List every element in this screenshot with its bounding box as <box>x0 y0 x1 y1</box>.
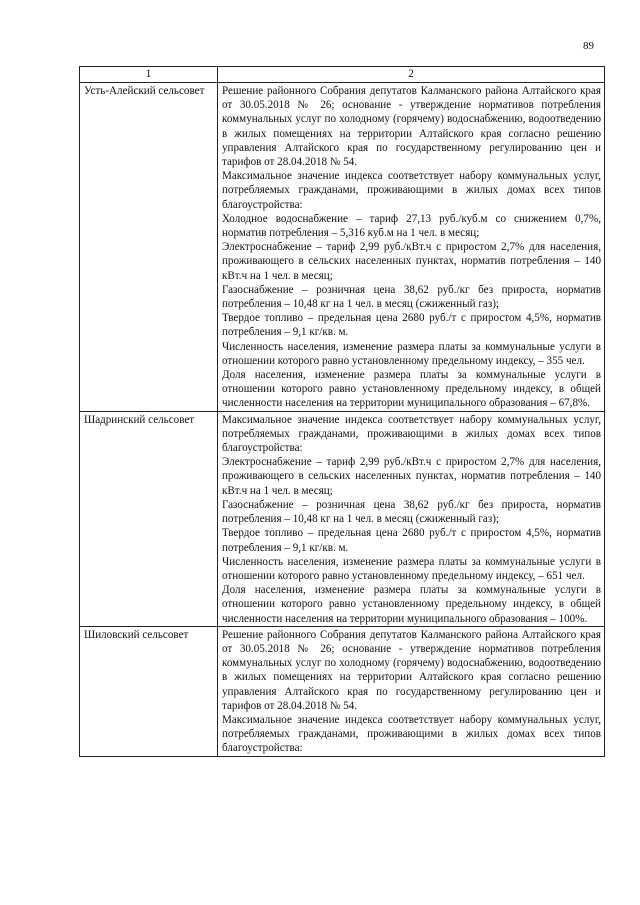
table-row-shilovsky <box>80 626 605 756</box>
column-header-2: 2 <box>218 67 605 83</box>
paragraph: Газоснабжение – розничная цена 38,62 руб./кг без прироста, норматив потребления – 10,48 кг на 1 чел. в месяц (сжиженный газ); <box>222 498 601 526</box>
paragraph: Максимальное значение индекса соответствует набору коммунальных услуг, потребляемых гражданами, проживающими в жилых домах всех типов благоустройства: <box>222 170 601 211</box>
paragraph: Электроснабжение – тариф 2,99 руб./кВт.ч с приростом 2,7% для населения, проживающего в сельских населенных пунктах, норматив потребления – 140 кВт.ч на 1 чел. в месяц; <box>222 456 601 497</box>
paragraph: Максимальное значение индекса соответствует набору коммунальных услуг, потребляемых гражданами, проживающими в жилых домах всех типов благоустройства: <box>222 713 601 755</box>
table-row-shadrinsky <box>80 411 605 626</box>
column-header-1: 1 <box>80 67 218 83</box>
paragraph: Газоснабжение – розничная цена 38,62 руб./кг без прироста, норматив потребления – 10,48 кг на 1 чел. в месяц (сжиженный газ); <box>222 283 601 311</box>
paragraph: Электроснабжение – тариф 2,99 руб./кВт.ч с приростом 2,7% для населения, проживающего в сельских населенных пунктах, норматив потребления – 140 кВт.ч на 1 чел. в месяц; <box>222 241 601 282</box>
paragraph: Решение районного Собрания депутатов Калманского района Алтайского края от 30.05.2018 № 26; основание - утверждение нормативов потребления коммунальных услуг по холодному (горячему) водоснабжению, водоотведению в жилых помещениях на территории Алтайского края согласно решению управления Алтайского края по государственному регулированию цен и тарифов от 28.04.2018 № 54. <box>222 85 601 169</box>
paragraph: Доля населения, изменение размера платы за коммунальные услуги в отношении которого равно установленному предельному индексу, в общей численности населения на территории муниципального образования – 67,8%. <box>222 369 601 410</box>
region-name: Шадринский сельсовет <box>80 411 218 626</box>
region-description <box>218 411 605 626</box>
paragraph: Холодное водоснабжение – тариф 27,13 руб./куб.м со снижением 0,7%, норматив потребления – 5,316 куб.м на 1 чел. в месяц; <box>222 212 601 240</box>
paragraph: Решение районного Собрания депутатов Калманского района Алтайского края от 30.05.2018 № 26; основание - утверждение нормативов потребления коммунальных услуг по холодному (горячему) водоснабжению, водоотведению в жилых помещениях на территории Алтайского края согласно решению управления Алтайского края по государственному регулированию цен и тарифов от 28.04.2018 № 54. <box>222 628 601 712</box>
region-name: Шиловский сельсовет <box>80 626 218 756</box>
paragraph: Твердое топливо – предельная цена 2680 руб./т с приростом 4,5%, норматив потребления – 9,1 кг/кв. м. <box>222 312 601 339</box>
paragraph: Численность населения, изменение размера платы за коммунальные услуги в отношении которого равно установленному предельному индексу, – 651 чел. <box>222 555 601 582</box>
region-name: Усть-Алейский сельсовет <box>80 83 218 412</box>
table-header-row <box>80 67 605 83</box>
paragraph: Твердое топливо – предельная цена 2680 руб./т с приростом 4,5%, норматив потребления – 9,1 кг/кв. м. <box>222 527 601 554</box>
region-description <box>218 626 605 756</box>
page-number: 89 <box>583 40 594 52</box>
paragraph: Максимальное значение индекса соответствует набору коммунальных услуг, потребляемых гражданами, проживающими в жилых домах всех типов благоустройства: <box>222 413 601 455</box>
paragraph: Численность населения, изменение размера платы за коммунальные услуги в отношении которого равно установленному предельному индексу, – 355 чел. <box>222 340 601 367</box>
table-row-ust-aleysky <box>80 83 605 412</box>
paragraph: Доля населения, изменение размера платы за коммунальные услуги в отношении которого равно установленному предельному индексу, в общей численности населения на территории муниципального образования – 100%. <box>222 584 601 625</box>
document-table <box>79 66 605 757</box>
region-description <box>218 83 605 412</box>
